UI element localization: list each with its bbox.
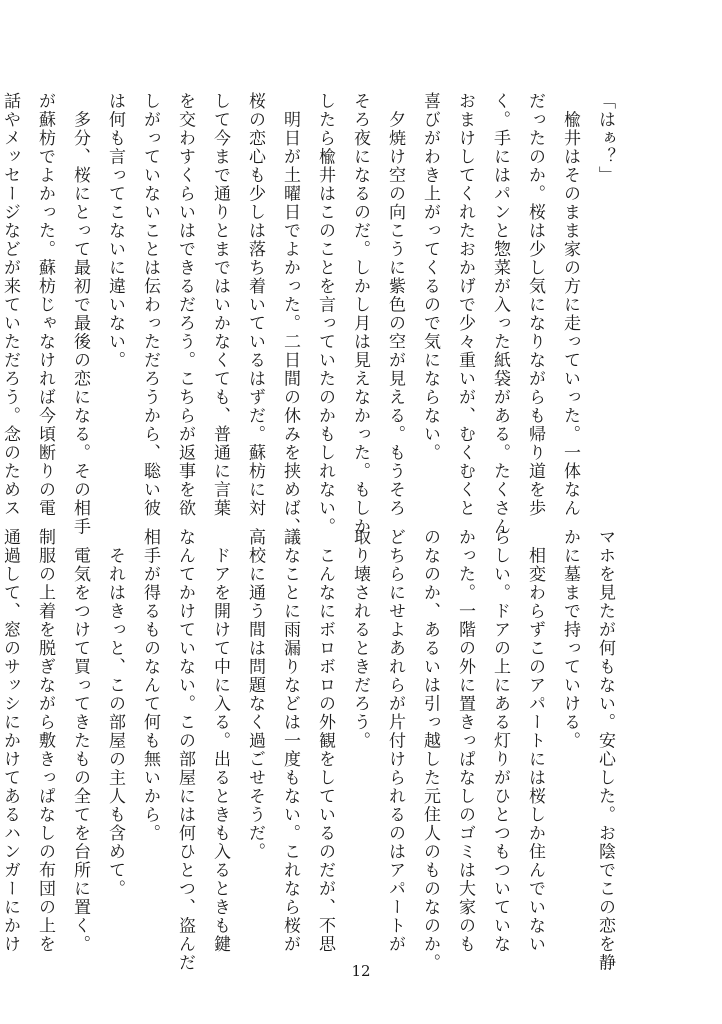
text-line: 「はぁ？」 <box>595 92 615 185</box>
text-line: 相手が得るものなんて何も無いから。 <box>140 528 160 843</box>
text-line: 制服の上着を脱ぎながら敷きっぱなしの布団の上を <box>35 528 55 954</box>
top-text-block <box>0 92 622 536</box>
text-line: 取り壊されるときだろう。 <box>350 528 370 750</box>
text-line: ドアを開けて中に入る。出るときも入るときも鍵 <box>210 528 230 954</box>
text-line: なんてかけていない。この部屋には何ひとつ、盗んだ <box>175 528 195 972</box>
text-line: 桜の恋心も少しは落ち着いているはずだ。蘇枋に対 <box>245 92 265 518</box>
text-line: く。手にはパンと惣菜が入った紙袋がある。たくさん <box>490 92 510 536</box>
text-line: 議なことに雨漏りなどは一度もない。これなら桜が <box>280 528 300 954</box>
text-line: して今まで通りとまではいかなくても、普通に言葉 <box>210 92 230 518</box>
text-line: 通過して、窓のサッシにかけてあるハンガーにかけ <box>0 528 20 954</box>
text-line: 喜びがわき上がってくるので気にならない。 <box>420 92 440 462</box>
text-line: 夕焼け空の向こうに紫色の空が見える。もうそろ <box>385 92 405 518</box>
text-line: かった。一階の外に置きっぱなしのゴミは大家のも <box>455 528 475 954</box>
text-line: を交わすくらいはできるだろう。こちらが返事を欲 <box>175 92 195 518</box>
text-line: 高校に通う間は問題なく過ごせそうだ。 <box>245 528 265 861</box>
text-line: こんなにボロボロの外観をしているのだが、不思 <box>315 528 335 954</box>
text-line: のなのか、あるいは引っ越した元住人のものなのか。 <box>420 528 440 972</box>
text-line: おまけしてくれたおかげで少々重いが、むくむくと <box>455 92 475 518</box>
text-line: それはきっと、この部屋の主人も含めて。 <box>105 528 125 898</box>
text-line: 話やメッセージなどが来ていただろう。念のためス <box>0 92 20 518</box>
text-line: 多分、桜にとって最初で最後の恋になる。その相手 <box>70 92 90 536</box>
text-line: したら楡井はこのことを言っていたのかもしれない。 <box>315 92 335 536</box>
text-line: かに墓まで持っていける。 <box>560 528 580 750</box>
text-line: は何も言ってこないに違いない。 <box>105 92 125 370</box>
text-line: マホを見たが何もない。安心した。お陰でこの恋を静 <box>595 528 615 972</box>
text-line: しがっていないことは伝わっただろうから、聡い彼 <box>140 92 160 518</box>
page-number: 12 <box>351 962 371 980</box>
text-line: 明日が土曜日でよかった。二日間の休みを挟めば、 <box>280 92 300 536</box>
text-line: 相変わらずこのアパートには桜しか住んでいない <box>525 528 545 954</box>
text-line: だったのか。桜は少し気になりながらも帰り道を歩 <box>525 92 545 518</box>
text-line: 電気をつけて買ってきたもの全てを台所に置く。 <box>70 528 90 954</box>
text-line: らしい。ドアの上にある灯りがひとつもついていな <box>490 528 510 954</box>
text-line: どちらにせよあれらが片付けられるのはアパートが <box>385 528 405 954</box>
text-line: そろ夜になるのだ。しかし月は見えなかった。もしか <box>350 92 370 536</box>
text-line: 楡井はそのまま家の方に走っていった。一体なん <box>560 92 580 518</box>
text-line: が蘇枋でよかった。蘇枋じゃなければ今頃断りの電 <box>35 92 55 518</box>
